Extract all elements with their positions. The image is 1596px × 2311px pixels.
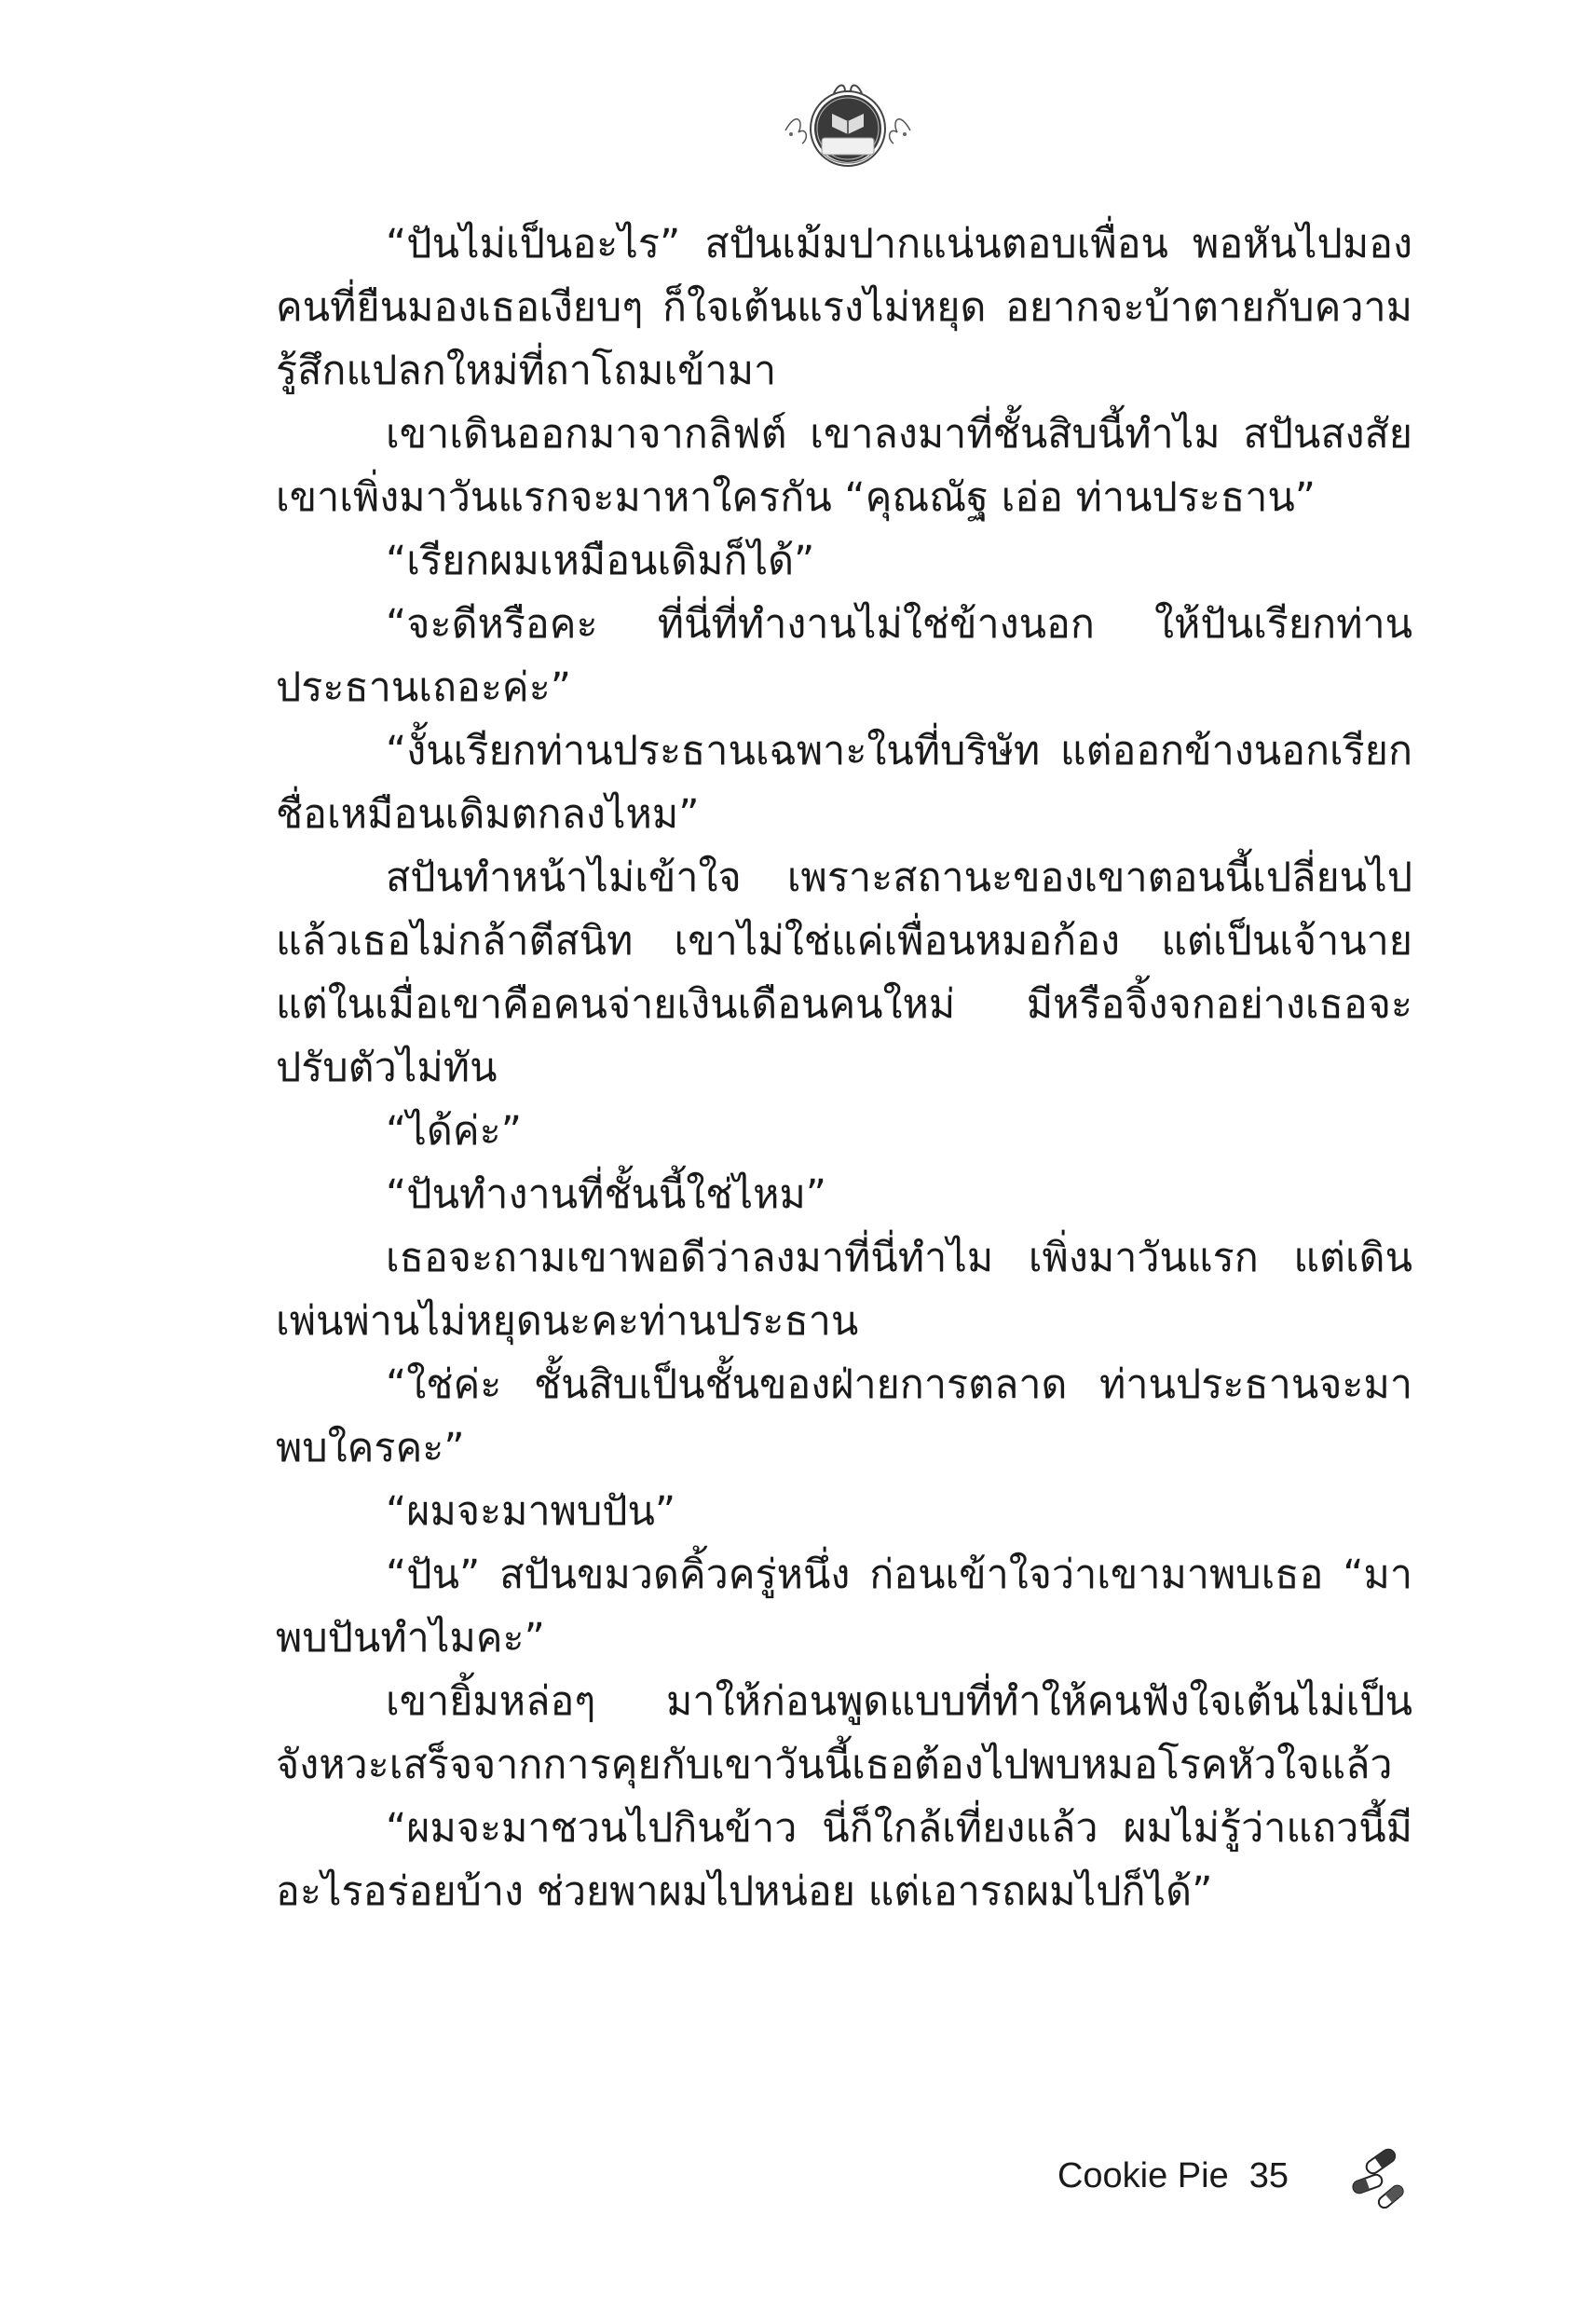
header-logo [778, 73, 918, 175]
paragraph: “งั้นเรียกท่านประธานเฉพาะในที่บริษัท แต่ออกข้างนอกเรียกชื่อเหมือนเดิมตกลงไหม” [276, 728, 1412, 838]
ornamental-seal-logo-icon [778, 73, 918, 175]
footer-brand [1057, 2156, 1289, 2196]
page-footer [0, 2143, 1596, 2218]
paragraph: เขาเดินออกมาจากลิฟต์ เขาลงมาที่ชั้นสิบนี้ทำไม สปันสงสัยเขาเพิ่งมาวันแรกจะมาหาใครกัน “คุณณัฐ เอ่อ ท่านประธาน” [276, 411, 1412, 521]
paragraph: “ผมจะมาชวนไปกินข้าว นี่ก็ใกล้เที่ยงแล้ว ผมไม่รู้ว่าแถวนี้มีอะไรอร่อยบ้าง ช่วยพาผมไปหน่อย แต่เอารถผมไปก็ได้” [276, 1805, 1412, 1915]
paragraph: เขายิ้มหล่อๆ มาให้ก่อนพูดแบบที่ทำให้คนฟังใจเต้นไม่เป็นจังหวะเสร็จจากการคุยกับเขาวันนี้เธอต้องไปพบหมอโรคหัวใจแล้ว [276, 1678, 1412, 1788]
paragraph: “ปันทำงานที่ชั้นนี้ใช่ไหม” [386, 1171, 827, 1218]
paragraph: “ได้ค่ะ” [386, 1108, 522, 1155]
paragraph: เธอจะถามเขาพอดีว่าลงมาที่นี่ทำไม เพิ่งมาวันแรก แต่เดินเพ่นพ่านไม่หยุดนะคะท่านประธาน [276, 1235, 1412, 1345]
paragraph: “ปันไม่เป็นอะไร” สปันเม้มปากแน่นตอบเพื่อน พอหันไปมองคนที่ยืนมองเธอเงียบๆ ก็ใจเต้นแรงไม่หยุด อยากจะบ้าตายกับความรู้สึกแปลกใหม่ที่ถาโถมเข้ามา [276, 221, 1412, 394]
pills-capsules-icon [1342, 2143, 1416, 2218]
paragraph: “ผมจะมาพบปัน” [386, 1488, 676, 1535]
paragraph: “จะดีหรือคะ ที่นี่ที่ทำงานไม่ใช่ข้างนอก ให้ปันเรียกท่านประธานเถอะค่ะ” [276, 601, 1412, 711]
paragraph: “ปัน” สปันขมวดคิ้วครู่หนึ่ง ก่อนเข้าใจว่าเขามาพบเธอ “มาพบปันทำไมคะ” [276, 1552, 1412, 1661]
story-text [276, 212, 1412, 1923]
paragraph: “เรียกผมเหมือนเดิมก็ได้” [386, 538, 815, 584]
brand-name: Cookie Pie [1057, 2156, 1229, 2195]
page-number: 35 [1248, 2156, 1289, 2195]
paragraph: “ใช่ค่ะ ชั้นสิบเป็นชั้นของฝ่ายการตลาด ท่านประธานจะมาพบใครคะ” [276, 1361, 1412, 1471]
paragraph: สปันทำหน้าไม่เข้าใจ เพราะสถานะของเขาตอนนี้เปลี่ยนไปแล้วเธอไม่กล้าตีสนิท เขาไม่ใช่แค่เพื่อนหมอก้อง แต่เป็นเจ้านาย แต่ในเมื่อเขาคือคนจ่ายเงินเดือนคนใหม่ มีหรือจิ้งจกอย่างเธอจะปรับตัวไม่ทัน [276, 855, 1412, 1091]
